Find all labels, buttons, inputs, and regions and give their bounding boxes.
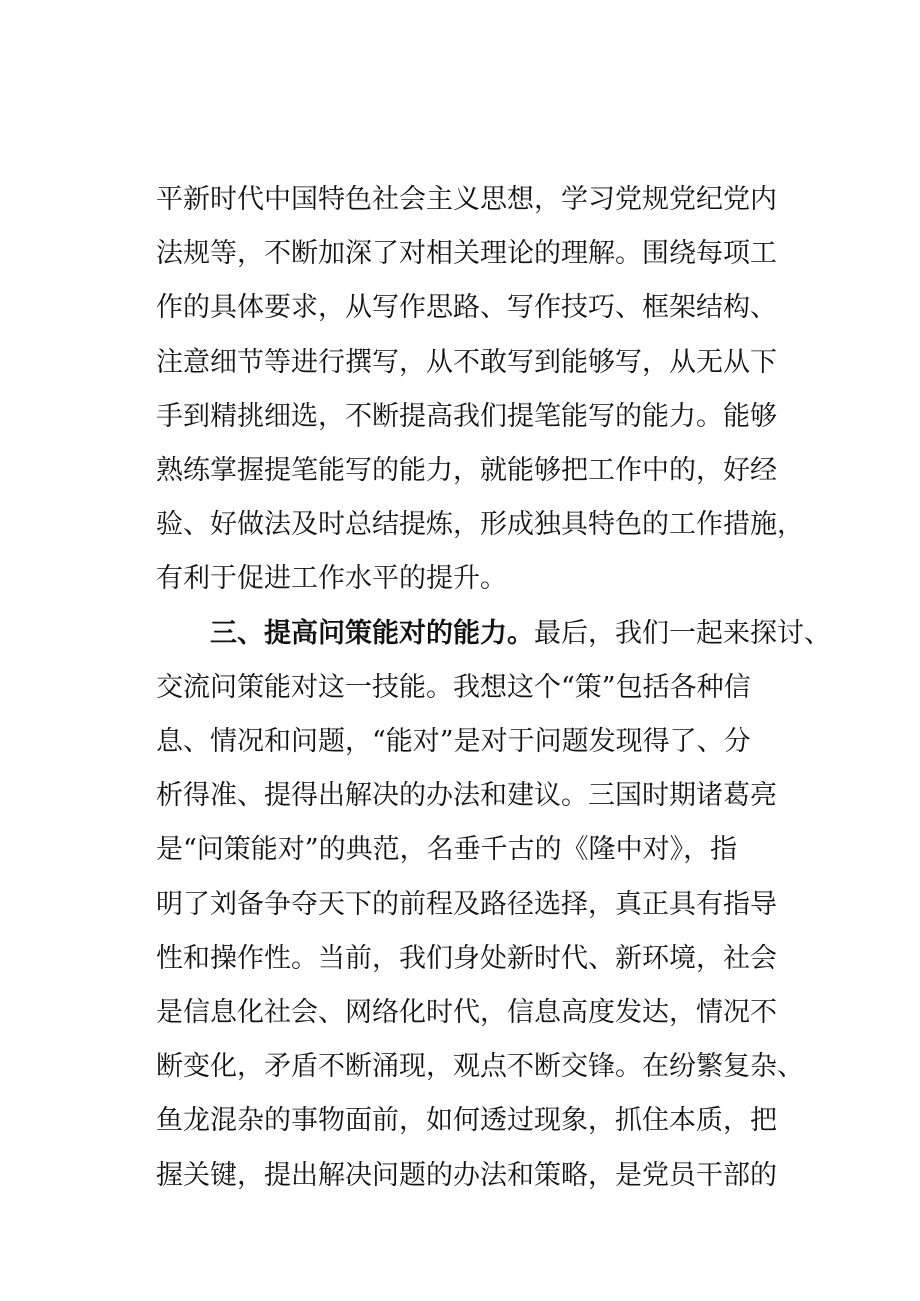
paragraph-line: 平新时代中国特色社会主义思想，学习党规党纪党内 <box>156 184 777 215</box>
paragraph-line: 鱼龙混杂的事物面前，如何透过现象，抓住本质，把 <box>156 1105 777 1136</box>
section-first-line <box>210 614 831 654</box>
paragraph-line: 断变化，矛盾不断涌现，观点不断交锋。在纷繁复杂、 <box>156 1051 804 1082</box>
paragraph-line: 交流问策能对这一技能。我想这个“策”包括各种信 <box>156 672 751 703</box>
section-first-line-text: 最后，我们一起来探讨、 <box>534 618 831 649</box>
paragraph-line: 验、好做法及时总结提炼，形成独具特色的工作措施， <box>156 509 804 540</box>
paragraph-line: 息、情况和问题，“能对”是对于问题发现得了、分 <box>156 726 751 757</box>
paragraph-line: 是信息化社会、网络化时代，信息高度发达，情况不 <box>156 997 777 1028</box>
paragraph-line: 是“问策能对”的典范，名垂千古的《隆中对》，指 <box>156 834 738 865</box>
paragraph-line: 法规等，不断加深了对相关理论的理解。围绕每项工 <box>156 238 777 269</box>
paragraph-line: 明了刘备争夺天下的前程及路径选择，真正具有指导 <box>156 889 777 920</box>
paragraph-line: 性和操作性。当前，我们身处新时代、新环境，社会 <box>156 943 777 974</box>
paragraph-line: 注意细节等进行撰写，从不敢写到能够写，从无从下 <box>156 347 777 378</box>
paragraph-line: 有利于促进工作水平的提升。 <box>156 563 507 594</box>
paragraph-line: 手到精挑细选，不断提高我们提笔能写的能力。能够 <box>156 401 777 432</box>
paragraph-line: 析得准、提得出解决的办法和建议。三国时期诸葛亮 <box>156 780 777 811</box>
section-heading: 三、提高问策能对的能力。 <box>210 618 534 649</box>
paragraph-line: 作的具体要求，从写作思路、写作技巧、框架结构、 <box>156 292 777 323</box>
paragraph-line: 握关键，提出解决问题的办法和策略，是党员干部的 <box>156 1160 777 1191</box>
paragraph-line: 熟练掌握提笔能写的能力，就能够把工作中的，好经 <box>156 455 777 486</box>
